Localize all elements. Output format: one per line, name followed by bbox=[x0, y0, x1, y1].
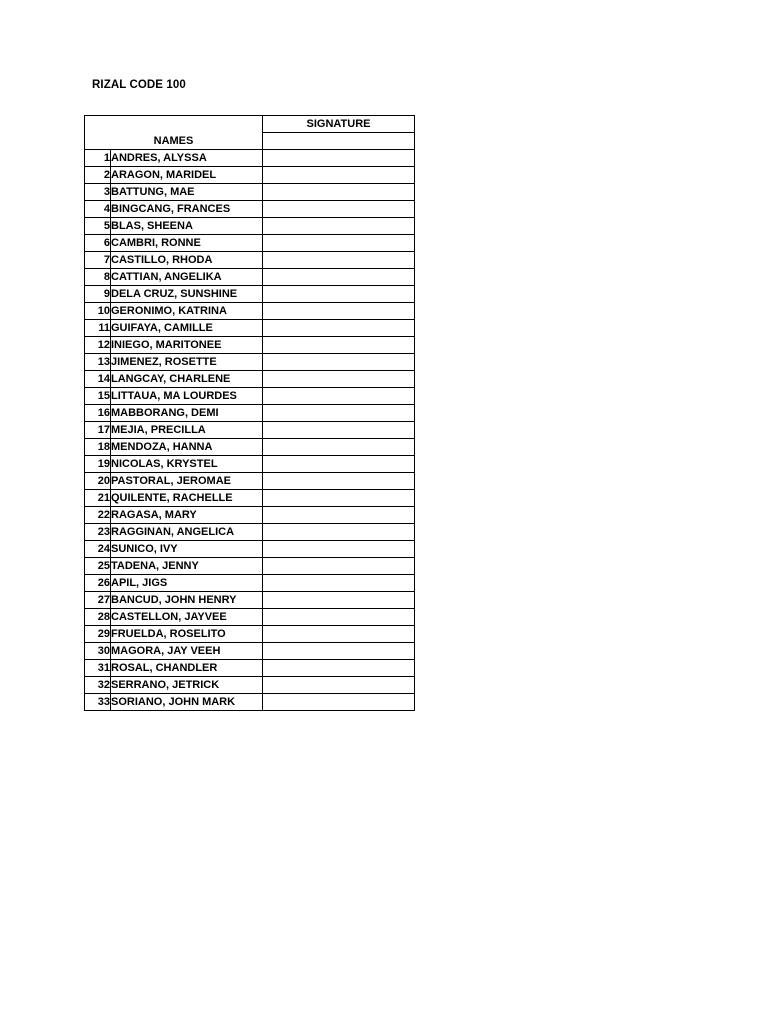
row-number: 18 bbox=[85, 439, 111, 456]
student-name: BLAS, SHEENA bbox=[111, 218, 263, 235]
signature-cell[interactable] bbox=[263, 541, 415, 558]
table-row bbox=[85, 303, 415, 320]
student-name: RAGASA, MARY bbox=[111, 507, 263, 524]
table-row bbox=[85, 643, 415, 660]
row-number: 13 bbox=[85, 354, 111, 371]
row-number: 5 bbox=[85, 218, 111, 235]
table-row bbox=[85, 439, 415, 456]
names-column-header: NAMES bbox=[85, 116, 263, 150]
row-number: 6 bbox=[85, 235, 111, 252]
signature-cell[interactable] bbox=[263, 609, 415, 626]
table-header-row bbox=[85, 116, 415, 133]
student-name: JIMENEZ, ROSETTE bbox=[111, 354, 263, 371]
signature-cell[interactable] bbox=[263, 575, 415, 592]
student-name: LITTAUA, MA LOURDES bbox=[111, 388, 263, 405]
row-number: 20 bbox=[85, 473, 111, 490]
signature-cell[interactable] bbox=[263, 252, 415, 269]
signature-cell[interactable] bbox=[263, 167, 415, 184]
table-row bbox=[85, 456, 415, 473]
table-row bbox=[85, 541, 415, 558]
student-name: ANDRES, ALYSSA bbox=[111, 150, 263, 167]
row-number: 24 bbox=[85, 541, 111, 558]
signature-cell[interactable] bbox=[263, 354, 415, 371]
student-name: NICOLAS, KRYSTEL bbox=[111, 456, 263, 473]
table-row bbox=[85, 371, 415, 388]
signature-cell[interactable] bbox=[263, 235, 415, 252]
student-name: BANCUD, JOHN HENRY bbox=[111, 592, 263, 609]
signature-cell[interactable] bbox=[263, 490, 415, 507]
student-name: CASTILLO, RHODA bbox=[111, 252, 263, 269]
signature-cell[interactable] bbox=[263, 337, 415, 354]
student-name: MEJIA, PRECILLA bbox=[111, 422, 263, 439]
row-number: 28 bbox=[85, 609, 111, 626]
document-title: RIZAL CODE 100 bbox=[92, 79, 186, 91]
row-number: 30 bbox=[85, 643, 111, 660]
student-name: PASTORAL, JEROMAE bbox=[111, 473, 263, 490]
table-row bbox=[85, 167, 415, 184]
row-number: 26 bbox=[85, 575, 111, 592]
student-name: DELA CRUZ, SUNSHINE bbox=[111, 286, 263, 303]
row-number: 12 bbox=[85, 337, 111, 354]
student-name: BINGCANG, FRANCES bbox=[111, 201, 263, 218]
table-row bbox=[85, 490, 415, 507]
row-number: 2 bbox=[85, 167, 111, 184]
signature-cell[interactable] bbox=[263, 388, 415, 405]
row-number: 27 bbox=[85, 592, 111, 609]
signature-cell[interactable] bbox=[263, 660, 415, 677]
row-number: 10 bbox=[85, 303, 111, 320]
signature-cell[interactable] bbox=[263, 150, 415, 167]
signature-cell[interactable] bbox=[263, 405, 415, 422]
table-row bbox=[85, 235, 415, 252]
row-number: 33 bbox=[85, 694, 111, 711]
table-row bbox=[85, 507, 415, 524]
table-row bbox=[85, 694, 415, 711]
row-number: 19 bbox=[85, 456, 111, 473]
signature-cell[interactable] bbox=[263, 473, 415, 490]
table-row bbox=[85, 184, 415, 201]
table-row bbox=[85, 201, 415, 218]
table-row bbox=[85, 524, 415, 541]
table-row bbox=[85, 150, 415, 167]
table-row bbox=[85, 558, 415, 575]
student-name: LANGCAY, CHARLENE bbox=[111, 371, 263, 388]
student-name: APIL, JIGS bbox=[111, 575, 263, 592]
student-name: BATTUNG, MAE bbox=[111, 184, 263, 201]
signature-cell[interactable] bbox=[263, 269, 415, 286]
table-row bbox=[85, 473, 415, 490]
attendance-table-body bbox=[85, 116, 415, 711]
row-number: 3 bbox=[85, 184, 111, 201]
signature-cell[interactable] bbox=[263, 456, 415, 473]
signature-cell[interactable] bbox=[263, 592, 415, 609]
student-name: CAMBRI, RONNE bbox=[111, 235, 263, 252]
student-name: FRUELDA, ROSELITO bbox=[111, 626, 263, 643]
signature-cell[interactable] bbox=[263, 218, 415, 235]
table-row bbox=[85, 609, 415, 626]
table-row bbox=[85, 337, 415, 354]
row-number: 8 bbox=[85, 269, 111, 286]
student-name: TADENA, JENNY bbox=[111, 558, 263, 575]
signature-column-header: SIGNATURE bbox=[263, 116, 415, 133]
student-name: SUNICO, IVY bbox=[111, 541, 263, 558]
signature-cell[interactable] bbox=[263, 524, 415, 541]
signature-cell[interactable] bbox=[263, 558, 415, 575]
row-number: 15 bbox=[85, 388, 111, 405]
table-row bbox=[85, 252, 415, 269]
student-name: SORIANO, JOHN MARK bbox=[111, 694, 263, 711]
row-number: 17 bbox=[85, 422, 111, 439]
signature-cell[interactable] bbox=[263, 439, 415, 456]
row-number: 31 bbox=[85, 660, 111, 677]
student-name: ARAGON, MARIDEL bbox=[111, 167, 263, 184]
table-row bbox=[85, 626, 415, 643]
row-number: 1 bbox=[85, 150, 111, 167]
table-row bbox=[85, 218, 415, 235]
table-row bbox=[85, 405, 415, 422]
student-name: SERRANO, JETRICK bbox=[111, 677, 263, 694]
row-number: 11 bbox=[85, 320, 111, 337]
signature-cell[interactable] bbox=[263, 371, 415, 388]
signature-cell[interactable] bbox=[263, 184, 415, 201]
row-number: 21 bbox=[85, 490, 111, 507]
student-name: MAGORA, JAY VEEH bbox=[111, 643, 263, 660]
row-number: 25 bbox=[85, 558, 111, 575]
row-number: 14 bbox=[85, 371, 111, 388]
signature-cell[interactable] bbox=[263, 286, 415, 303]
row-number: 22 bbox=[85, 507, 111, 524]
row-number: 32 bbox=[85, 677, 111, 694]
student-name: GERONIMO, KATRINA bbox=[111, 303, 263, 320]
table-row bbox=[85, 354, 415, 371]
signature-cell[interactable] bbox=[263, 303, 415, 320]
signature-cell[interactable] bbox=[263, 643, 415, 660]
signature-cell[interactable] bbox=[263, 422, 415, 439]
table-row bbox=[85, 388, 415, 405]
signature-header-blank-cell bbox=[263, 133, 415, 150]
row-number: 9 bbox=[85, 286, 111, 303]
student-name: ROSAL, CHANDLER bbox=[111, 660, 263, 677]
signature-cell[interactable] bbox=[263, 507, 415, 524]
row-number: 23 bbox=[85, 524, 111, 541]
student-name: CATTIAN, ANGELIKA bbox=[111, 269, 263, 286]
table-row bbox=[85, 592, 415, 609]
student-name: CASTELLON, JAYVEE bbox=[111, 609, 263, 626]
signature-cell[interactable] bbox=[263, 694, 415, 711]
table-row bbox=[85, 660, 415, 677]
table-row bbox=[85, 269, 415, 286]
table-row bbox=[85, 320, 415, 337]
student-name: MABBORANG, DEMI bbox=[111, 405, 263, 422]
row-number: 29 bbox=[85, 626, 111, 643]
student-name: GUIFAYA, CAMILLE bbox=[111, 320, 263, 337]
signature-cell[interactable] bbox=[263, 320, 415, 337]
student-name: MENDOZA, HANNA bbox=[111, 439, 263, 456]
signature-cell[interactable] bbox=[263, 677, 415, 694]
row-number: 7 bbox=[85, 252, 111, 269]
table-row bbox=[85, 422, 415, 439]
student-name: INIEGO, MARITONEE bbox=[111, 337, 263, 354]
student-name: QUILENTE, RACHELLE bbox=[111, 490, 263, 507]
table-row bbox=[85, 575, 415, 592]
row-number: 16 bbox=[85, 405, 111, 422]
table-row bbox=[85, 677, 415, 694]
table-row bbox=[85, 286, 415, 303]
student-name: RAGGINAN, ANGELICA bbox=[111, 524, 263, 541]
signature-cell[interactable] bbox=[263, 201, 415, 218]
row-number: 4 bbox=[85, 201, 111, 218]
attendance-table bbox=[84, 115, 415, 711]
signature-cell[interactable] bbox=[263, 626, 415, 643]
